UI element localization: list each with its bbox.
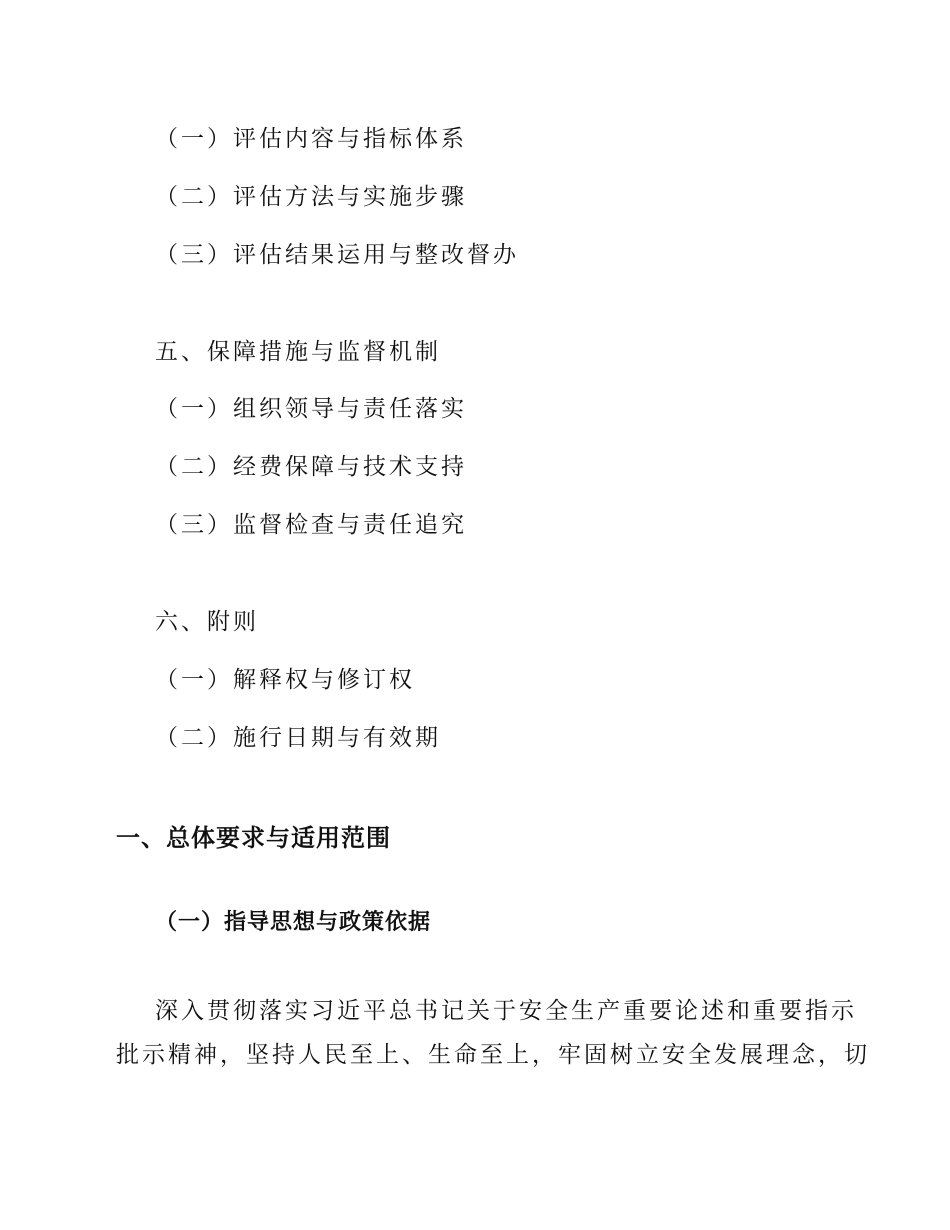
toc-item-5-1: （一）组织领导与责任落实 (155, 396, 467, 422)
toc-item-5-2: （二）经费保障与技术支持 (155, 454, 467, 480)
subsection-heading: （一）指导思想与政策依据 (155, 910, 432, 935)
section-heading: 一、总体要求与适用范围 (116, 824, 391, 852)
toc-item-4-2: （二）评估方法与实施步骤 (155, 184, 467, 210)
paragraph-line-1: 深入贯彻落实习近平总书记关于安全生产重要论述和重要指示 (155, 998, 857, 1024)
toc-item-5-3: （三）监督检查与责任追究 (155, 512, 467, 538)
paragraph-line-2: 批示精神，坚持人民至上、生命至上，牢固树立安全发展理念，切 (116, 1042, 870, 1068)
toc-item-6-2: （二）施行日期与有效期 (155, 725, 441, 751)
toc-item-4-1: （一）评估内容与指标体系 (155, 126, 467, 152)
toc-item-6-1: （一）解释权与修订权 (155, 667, 415, 693)
toc-item-5: 五、保障措施与监督机制 (155, 339, 441, 365)
toc-item-4-3: （三）评估结果运用与整改督办 (155, 242, 519, 268)
toc-item-6: 六、附则 (155, 609, 259, 635)
